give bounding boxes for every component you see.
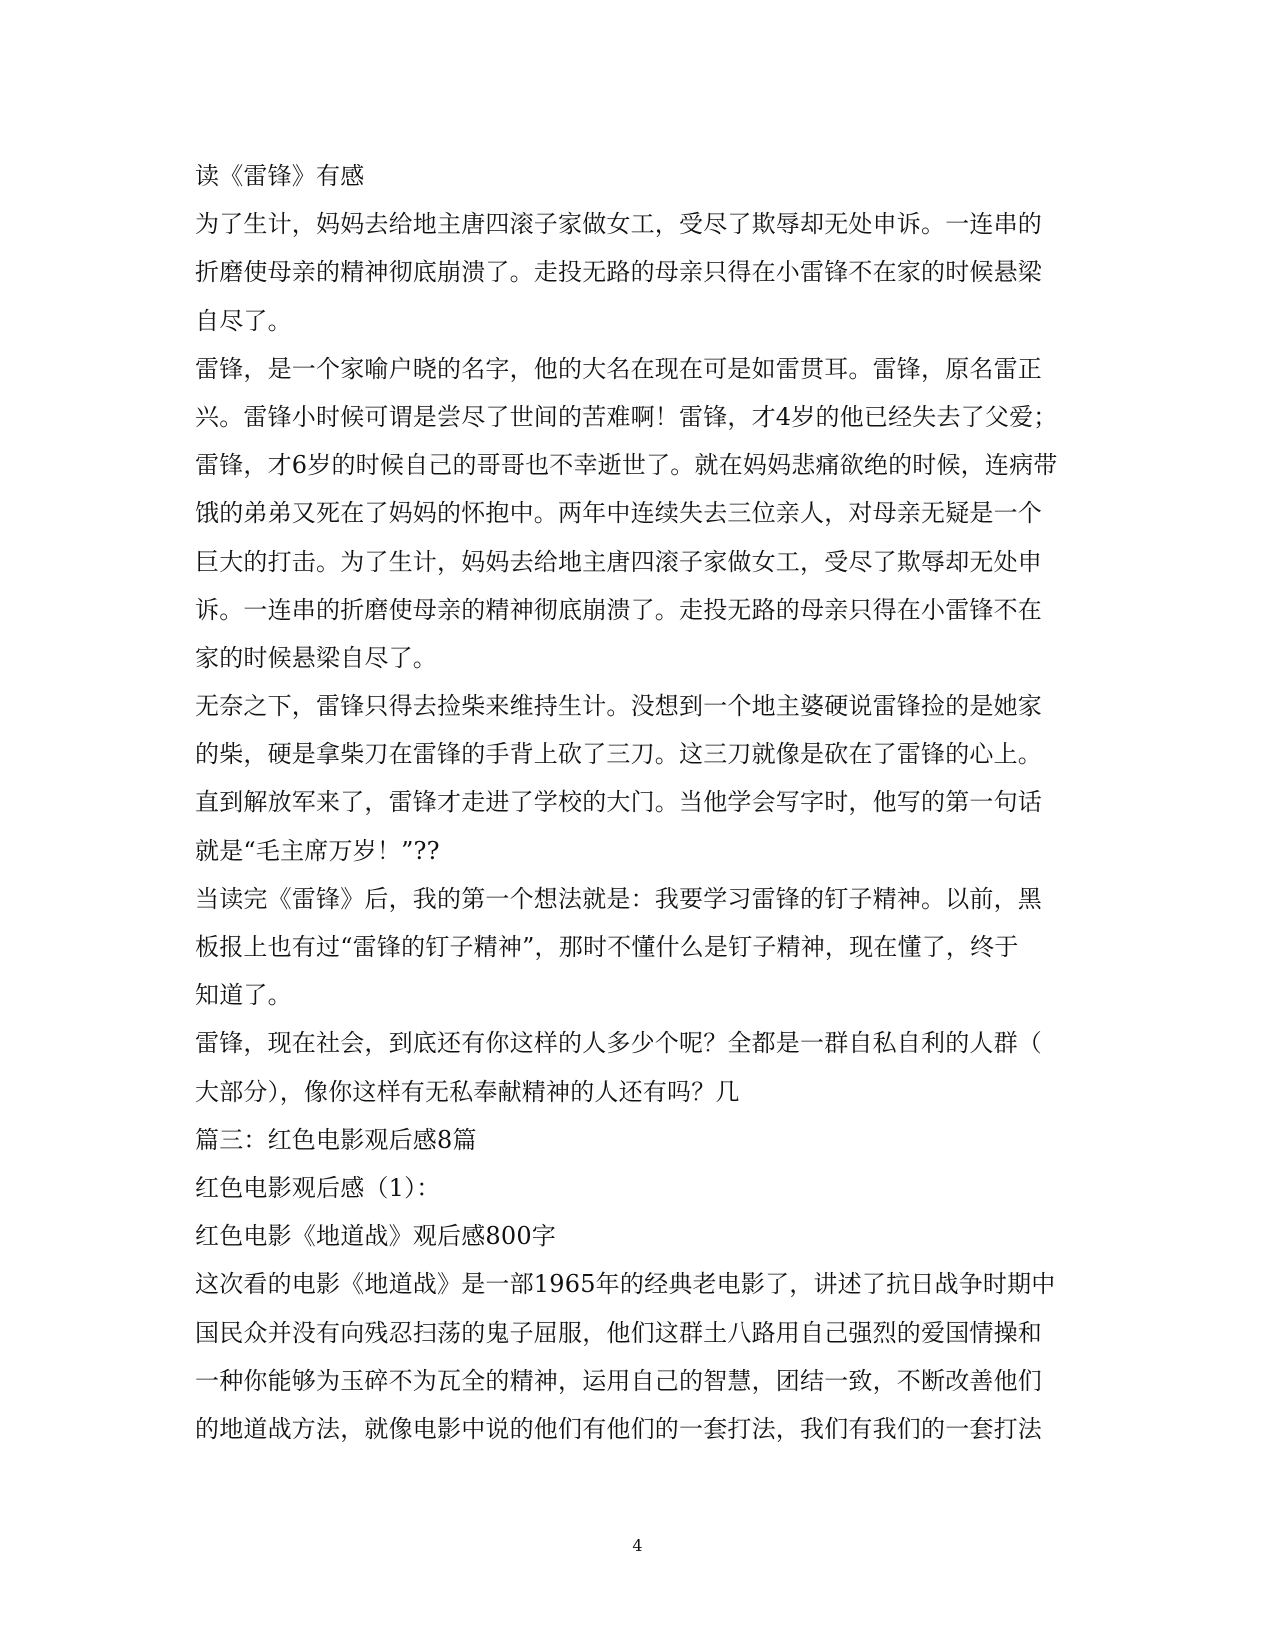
section-heading: 篇三：红色电影观后感8篇 <box>195 1125 477 1154</box>
text-line: 当读完《雷锋》后，我的第一个想法就是：我要学习雷锋的钉子精神。以前，黑 <box>195 884 1042 913</box>
text-line: 巨大的打击。为了生计，妈妈去给地主唐四滚子家做女工，受尽了欺辱却无处申 <box>195 547 1042 576</box>
text-line: 这次看的电影《地道战》是一部1965年的经典老电影了，讲述了抗日战争时期中 <box>195 1270 1056 1299</box>
text-line: 兴。雷锋小时候可谓是尝尽了世间的苦难啊！雷锋，才4岁的他已经失去了父爱； <box>195 402 1058 431</box>
text-line: 大部分），像你这样有无私奉献精神的人还有吗？几 <box>195 1077 740 1106</box>
text-line: 的地道战方法，就像电影中说的他们有他们的一套打法，我们有我们的一套打法 <box>195 1414 1042 1443</box>
essay-title: 读《雷锋》有感 <box>195 162 365 190</box>
text-line: 知道了。 <box>195 981 292 1010</box>
article-title: 红色电影《地道战》观后感800字 <box>195 1222 557 1251</box>
text-line: 国民众并没有向残忍扫荡的鬼子屈服，他们这群土八路用自己强烈的爱国情操和 <box>195 1318 1042 1347</box>
text-line: 板报上也有过“雷锋的钉子精神”，那时不懂什么是钉子精神，现在懂了，终于 <box>195 933 1019 961</box>
text-line: 一种你能够为玉碎不为瓦全的精神，运用自己的智慧，团结一致，不断改善他们 <box>195 1366 1042 1395</box>
text-line: 诉。一连串的折磨使母亲的精神彻底崩溃了。走投无路的母亲只得在小雷锋不在 <box>195 595 1042 624</box>
page-number: 4 <box>632 1536 643 1555</box>
text-line: 雷锋，才6岁的时候自己的哥哥也不幸逝世了。就在妈妈悲痛欲绝的时候，连病带 <box>195 451 1058 480</box>
text-line: 的柴，硬是拿柴刀在雷锋的手背上砍了三刀。这三刀就像是砍在了雷锋的心上。 <box>195 740 1042 769</box>
text-line: 雷锋，现在社会，到底还有你这样的人多少个呢？全都是一群自私自利的人群（ <box>195 1029 1042 1058</box>
text-line: 雷锋，是一个家喻户晓的名字，他的大名在现在可是如雷贯耳。雷锋，原名雷正 <box>195 354 1042 383</box>
text-line: 家的时候悬梁自尽了。 <box>195 643 437 672</box>
text-line: 就是“毛主席万岁！”?? <box>195 836 440 865</box>
text-line: 饿的弟弟又死在了妈妈的怀抱中。两年中连续失去三位亲人，对母亲无疑是一个 <box>195 499 1042 528</box>
subsection-heading: 红色电影观后感（1）： <box>195 1173 441 1202</box>
text-line: 无奈之下，雷锋只得去捡柴来维持生计。没想到一个地主婆硬说雷锋捡的是她家 <box>195 692 1042 721</box>
text-line: 自尽了。 <box>195 306 292 335</box>
text-line: 折磨使母亲的精神彻底崩溃了。走投无路的母亲只得在小雷锋不在家的时候悬梁 <box>195 258 1042 287</box>
text-line: 直到解放军来了，雷锋才走进了学校的大门。当他学会写字时，他写的第一句话 <box>195 788 1042 817</box>
text-line: 为了生计，妈妈去给地主唐四滚子家做女工，受尽了欺辱却无处申诉。一连串的 <box>195 210 1042 239</box>
document-body <box>195 152 1080 1453</box>
